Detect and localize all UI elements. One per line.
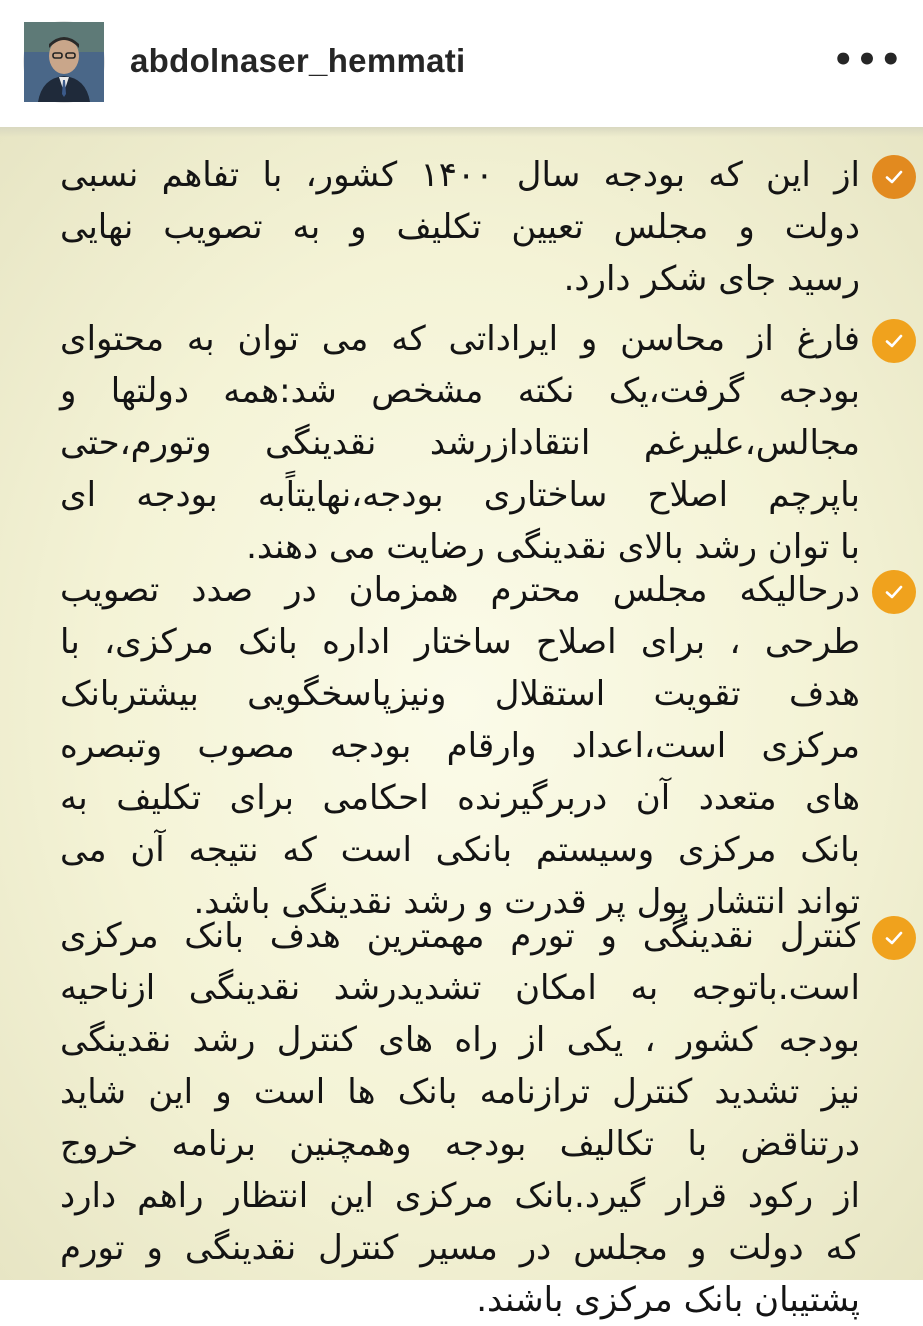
text-line: کنترل نقدینگی و تورم مهمترین هدف بانک مرکزی (60, 916, 860, 956)
post-image (0, 127, 923, 1320)
text-line: با توان رشد بالای نقدینگی رضایت می دهند. (246, 527, 860, 567)
text-line: طرحی ، برای اصلاح ساختار اداره بانک مرکزی، با (60, 622, 860, 662)
text-line: بانک مرکزی وسیستم بانکی است که نتیجه آن می (60, 830, 860, 870)
item-text (60, 564, 860, 928)
text-line: پشتیبان بانک مرکزی باشند. (476, 1280, 860, 1320)
text-line: درحالیکه مجلس محترم همزمان در صدد تصویب (60, 570, 860, 610)
text-line: های متعدد آن دربرگیرنده احکامی برای تکلیف به (60, 778, 860, 818)
text-line: از این که بودجه سال ۱۴۰۰ کشور، با تفاهم نسبی (60, 155, 861, 195)
post-header (0, 0, 923, 127)
check-circle-icon (872, 155, 916, 199)
text-line: فارغ از محاسن و ایراداتی که می توان به محتوای (60, 319, 860, 359)
avatar[interactable] (24, 22, 104, 102)
text-line: است.باتوجه به امکان تشدیدرشد نقدینگی ازناحیه (60, 968, 860, 1008)
username[interactable]: abdolnaser_hemmati (130, 42, 466, 79)
text-line: هدف تقویت استقلال ونیزپاسخگویی بیشتربانک (60, 674, 860, 714)
text-line: باپرچم اصلاح ساختاری بودجه،نهایتاًبه بودجه ای (60, 475, 860, 515)
check-circle-icon (872, 319, 916, 363)
text-line: نیز تشدید کنترل ترازنامه بانک ها است و این شاید (60, 1072, 860, 1112)
text-line: که دولت و مجلس در مسیر کنترل نقدینگی و تورم (60, 1228, 860, 1268)
list-item (60, 564, 860, 928)
text-line: رسید جای شکر دارد. (563, 259, 860, 299)
text-line: بودجه کشور ، یکی از راه های کنترل رشد نقدینگی (60, 1020, 860, 1060)
item-text (60, 910, 860, 1326)
check-circle-icon (872, 916, 916, 960)
check-circle-icon (872, 570, 916, 614)
item-text (60, 149, 860, 305)
text-line: بودجه گرفت،یک نکته مشخص شد:همه دولتها و (60, 371, 860, 411)
profile-photo (24, 22, 104, 102)
list-item (60, 149, 860, 305)
text-line: از رکود قرار گیرد.بانک مرکزی این انتظار راهم دارد (60, 1176, 860, 1216)
item-text (60, 313, 860, 573)
text-line: درتناقض با تکالیف بودجه وهمچنین برنامه خروج (60, 1124, 860, 1164)
text-line: مجالس،علیرغم انتقادازرشد نقدینگی وتورم،حتی (60, 423, 860, 463)
list-item (60, 910, 860, 1326)
text-line: مرکزی است،اعداد وارقام بودجه مصوب وتبصره (60, 726, 860, 766)
text-line: تواند انتشار پول پر قدرت و رشد نقدینگی باشد. (193, 882, 860, 922)
more-options-button[interactable] (832, 40, 904, 80)
list-item (60, 313, 860, 573)
more-horizontal-icon: ••• (832, 40, 904, 80)
text-line: دولت و مجلس تعیین تکلیف و به تصویب نهایی (60, 207, 860, 247)
